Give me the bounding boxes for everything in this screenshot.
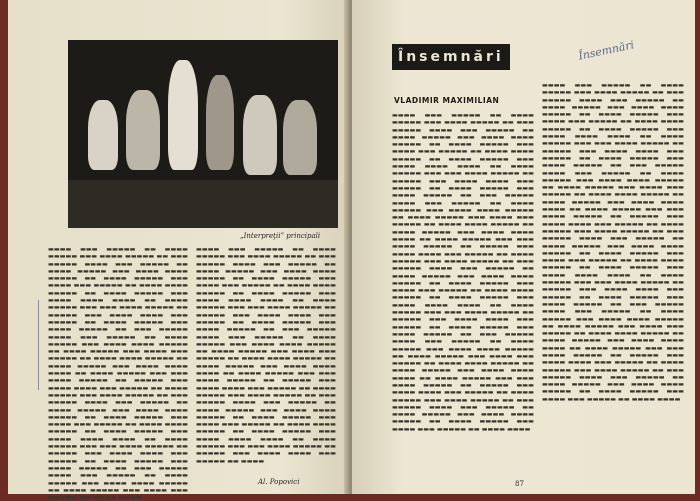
photo-caption: „Interpreţii” principali	[240, 232, 321, 240]
right-column-2: ▬▬▬▬ ▬▬▬ ▬▬▬▬▬ ▬▬ ▬▬▬▬ ▬▬▬▬▬ ▬▬▬ ▬▬▬▬ ▬▬▬▬▬ ▬▬ ▬▬▬ ▬▬▬▬▬ ▬▬▬▬ ▬▬▬ ▬▬▬▬▬ ▬▬ ▬▬▬▬ ▬▬▬▬▬ ▬▬▬ ▬▬▬▬ ▬▬▬▬ ▬▬▬▬▬ ▬▬ ▬▬▬▬ ▬▬▬▬▬ ▬▬▬ ▬▬▬▬ ▬▬▬ ▬▬▬▬▬ ▬▬ ▬▬▬▬ ▬▬▬▬ ▬▬▬▬▬ ▬▬ ▬▬▬▬ ▬▬▬▬▬ ▬▬▬ ▬▬▬▬ ▬▬▬▬ ▬▬▬▬ ▬▬ ▬▬▬▬ ▬▬▬▬▬ ▬▬▬ ▬▬▬ ▬▬▬▬ ▬▬▬▬▬ ▬▬ ▬▬▬▬▬ ▬▬▬ ▬▬▬▬ ▬▬▬▬ ▬▬▬ ▬▬▬▬▬ ▬▬ ▬▬▬▬ ▬▬▬▬▬ ▬▬▬ ▬▬▬▬ ▬▬▬▬▬ ▬▬ ▬▬▬ ▬▬▬▬▬ ▬▬▬▬ ▬▬▬ ▬▬▬▬▬ ▬▬ ▬▬▬▬ ▬▬▬▬▬ ▬▬▬ ▬▬▬▬ ▬▬▬▬ ▬▬▬▬▬ ▬▬ ▬▬▬▬ ▬▬▬▬▬ ▬▬▬ ▬▬▬▬ ▬▬▬ ▬▬▬▬▬ ▬▬ ▬▬▬▬ ▬▬▬▬ ▬▬▬▬▬ ▬▬ ▬▬▬▬ ▬▬▬▬▬ ▬▬▬ ▬▬▬▬ ▬▬▬▬ ▬▬▬▬ ▬▬ ▬▬▬▬ ▬▬▬▬▬ ▬▬▬ ▬▬▬ ▬▬▬▬ ▬▬▬▬▬ ▬▬ ▬▬▬▬▬ ▬▬▬ ▬▬▬▬ ▬▬▬▬ ▬▬▬ ▬▬▬▬▬ ▬▬ ▬▬▬▬ ▬▬▬▬▬ ▬▬▬ ▬▬▬▬ ▬▬▬▬▬ ▬▬ ▬▬▬ ▬▬▬▬▬ ▬▬▬▬ ▬▬▬ ▬▬▬▬▬ ▬▬ ▬▬▬▬ ▬▬▬▬▬ ▬▬▬ ▬▬▬▬ ▬▬▬▬ ▬▬▬▬▬ ▬▬ ▬▬▬▬ ▬▬▬▬▬ ▬▬▬ ▬▬▬▬ ▬▬▬ ▬▬▬▬▬ ▬▬ ▬▬▬▬ ▬▬▬▬ ▬▬▬▬▬ ▬▬ ▬▬▬▬ ▬▬▬▬▬ ▬▬▬ ▬▬▬▬ ▬▬▬▬ ▬▬▬▬ ▬▬ ▬▬▬▬ ▬▬▬▬▬ ▬▬▬ ▬▬▬ ▬▬▬▬ ▬▬▬▬▬ ▬▬ ▬▬▬▬▬ ▬▬▬ ▬▬▬▬ ▬▬▬▬ ▬▬▬ ▬▬▬▬▬ ▬▬ ▬▬▬▬ ▬▬▬▬▬ ▬▬▬ ▬▬▬▬ ▬▬▬▬▬ ▬▬ ▬▬▬ ▬▬▬▬▬ ▬▬▬▬ ▬▬▬ ▬▬▬▬▬ ▬▬ ▬▬▬▬ ▬▬▬▬▬ ▬▬▬ ▬▬▬▬ ▬▬▬▬ ▬▬▬▬▬ ▬▬ ▬▬▬▬ ▬▬▬▬▬ ▬▬▬ ▬▬▬▬ ▬▬▬ ▬▬▬▬▬ ▬▬ ▬▬▬▬ ▬▬▬▬ ▬▬▬▬▬ ▬▬ ▬▬▬▬ ▬▬▬▬▬ ▬▬▬ ▬▬▬▬ ▬▬▬▬ ▬▬▬▬ ▬▬ ▬▬▬▬ ▬▬▬▬▬ ▬▬▬ ▬▬▬ ▬▬▬▬ ▬▬▬▬▬ ▬▬ ▬▬▬▬▬ ▬▬▬ ▬▬▬▬ ▬▬▬▬ ▬▬▬ ▬▬▬▬▬ ▬▬ ▬▬▬▬ ▬▬▬▬▬ ▬▬▬ ▬▬▬▬ ▬▬▬▬▬ ▬▬ ▬▬▬ ▬▬▬▬▬ ▬▬▬▬ ▬▬▬ ▬▬▬▬▬ ▬▬ ▬▬▬▬ ▬▬▬▬▬ ▬▬▬ ▬▬▬▬ ▬▬▬▬ ▬▬▬▬▬ ▬▬ ▬▬▬▬ ▬▬▬▬▬ ▬▬▬ ▬▬▬▬ ▬▬▬ ▬▬▬▬▬ ▬▬ ▬▬▬▬ ▬▬▬▬	[542, 82, 684, 403]
left-column-2: ▬▬▬▬ ▬▬▬ ▬▬▬▬▬ ▬▬ ▬▬▬▬ ▬▬▬▬▬ ▬▬▬ ▬▬▬▬ ▬▬▬▬▬ ▬▬ ▬▬▬ ▬▬▬▬▬ ▬▬▬▬ ▬▬▬ ▬▬▬▬▬ ▬▬ ▬▬▬▬ ▬▬▬▬▬ ▬▬▬ ▬▬▬▬ ▬▬▬▬ ▬▬▬▬▬ ▬▬ ▬▬▬▬ ▬▬▬▬▬ ▬▬▬ ▬▬▬▬ ▬▬▬ ▬▬▬▬▬ ▬▬ ▬▬▬▬ ▬▬▬▬ ▬▬▬▬▬ ▬▬ ▬▬▬▬ ▬▬▬▬▬ ▬▬▬ ▬▬▬▬ ▬▬▬▬ ▬▬▬▬ ▬▬ ▬▬▬▬ ▬▬▬▬▬ ▬▬▬ ▬▬▬ ▬▬▬▬ ▬▬▬▬▬ ▬▬ ▬▬▬▬▬ ▬▬▬ ▬▬▬▬ ▬▬▬▬ ▬▬▬ ▬▬▬▬▬ ▬▬ ▬▬▬▬ ▬▬▬▬▬ ▬▬▬ ▬▬▬▬ ▬▬▬▬▬ ▬▬ ▬▬▬ ▬▬▬▬▬ ▬▬▬▬ ▬▬▬ ▬▬▬▬▬ ▬▬ ▬▬▬▬ ▬▬▬▬▬ ▬▬▬ ▬▬▬▬ ▬▬▬▬ ▬▬▬▬▬ ▬▬ ▬▬▬▬ ▬▬▬▬▬ ▬▬▬ ▬▬▬▬ ▬▬▬ ▬▬▬▬▬ ▬▬ ▬▬▬▬ ▬▬▬▬ ▬▬▬▬▬ ▬▬ ▬▬▬▬ ▬▬▬▬▬ ▬▬▬ ▬▬▬▬ ▬▬▬▬ ▬▬▬▬ ▬▬ ▬▬▬▬ ▬▬▬▬▬ ▬▬▬ ▬▬▬ ▬▬▬▬ ▬▬▬▬▬ ▬▬ ▬▬▬▬▬ ▬▬▬ ▬▬▬▬ ▬▬▬▬ ▬▬▬ ▬▬▬▬▬ ▬▬ ▬▬▬▬ ▬▬▬▬▬ ▬▬▬ ▬▬▬▬ ▬▬▬▬▬ ▬▬ ▬▬▬ ▬▬▬▬▬ ▬▬▬▬ ▬▬▬ ▬▬▬▬▬ ▬▬ ▬▬▬▬ ▬▬▬▬▬ ▬▬▬ ▬▬▬▬ ▬▬▬▬ ▬▬▬▬▬ ▬▬ ▬▬▬▬ ▬▬▬▬▬ ▬▬▬ ▬▬▬▬ ▬▬▬ ▬▬▬▬▬ ▬▬ ▬▬▬▬ ▬▬▬▬ ▬▬▬▬▬ ▬▬ ▬▬▬▬ ▬▬▬▬▬ ▬▬▬ ▬▬▬▬ ▬▬▬▬ ▬▬▬▬ ▬▬ ▬▬▬▬ ▬▬▬▬▬ ▬▬▬ ▬▬▬ ▬▬▬▬ ▬▬▬▬▬ ▬▬ ▬▬▬▬▬ ▬▬▬ ▬▬▬▬ ▬▬▬▬ ▬▬▬ ▬▬▬▬▬ ▬▬ ▬▬▬▬	[196, 246, 336, 465]
puppets-photo	[68, 40, 338, 228]
left-page	[8, 0, 350, 501]
right-page	[352, 0, 695, 494]
pencil-margin-mark	[38, 300, 39, 390]
handwritten-note: Însemnări	[577, 38, 636, 63]
rubric-heading: Însemnări	[392, 44, 512, 70]
left-column-1: ▬▬▬▬ ▬▬▬ ▬▬▬▬▬ ▬▬ ▬▬▬▬ ▬▬▬▬▬ ▬▬▬ ▬▬▬▬ ▬▬▬▬▬ ▬▬ ▬▬▬ ▬▬▬▬▬ ▬▬▬▬ ▬▬▬ ▬▬▬▬▬ ▬▬ ▬▬▬▬ ▬▬▬▬▬ ▬▬▬ ▬▬▬▬ ▬▬▬▬ ▬▬▬▬▬ ▬▬ ▬▬▬▬ ▬▬▬▬▬ ▬▬▬ ▬▬▬▬ ▬▬▬ ▬▬▬▬▬ ▬▬ ▬▬▬▬ ▬▬▬▬ ▬▬▬▬▬ ▬▬ ▬▬▬▬ ▬▬▬▬▬ ▬▬▬ ▬▬▬▬ ▬▬▬▬ ▬▬▬▬ ▬▬ ▬▬▬▬ ▬▬▬▬▬ ▬▬▬ ▬▬▬ ▬▬▬▬ ▬▬▬▬▬ ▬▬ ▬▬▬▬▬ ▬▬▬ ▬▬▬▬ ▬▬▬▬ ▬▬▬ ▬▬▬▬▬ ▬▬ ▬▬▬▬ ▬▬▬▬▬ ▬▬▬ ▬▬▬▬ ▬▬▬▬▬ ▬▬ ▬▬▬ ▬▬▬▬▬ ▬▬▬▬ ▬▬▬ ▬▬▬▬▬ ▬▬ ▬▬▬▬ ▬▬▬▬▬ ▬▬▬ ▬▬▬▬ ▬▬▬▬ ▬▬▬▬▬ ▬▬ ▬▬▬▬ ▬▬▬▬▬ ▬▬▬ ▬▬▬▬ ▬▬▬ ▬▬▬▬▬ ▬▬ ▬▬▬▬ ▬▬▬▬ ▬▬▬▬▬ ▬▬ ▬▬▬▬ ▬▬▬▬▬ ▬▬▬ ▬▬▬▬ ▬▬▬▬ ▬▬▬▬ ▬▬ ▬▬▬▬ ▬▬▬▬▬ ▬▬▬ ▬▬▬ ▬▬▬▬ ▬▬▬▬▬ ▬▬ ▬▬▬▬▬ ▬▬▬ ▬▬▬▬ ▬▬▬▬ ▬▬▬ ▬▬▬▬▬ ▬▬ ▬▬▬▬ ▬▬▬▬▬ ▬▬▬ ▬▬▬▬ ▬▬▬▬▬ ▬▬ ▬▬▬ ▬▬▬▬▬ ▬▬▬▬ ▬▬▬ ▬▬▬▬▬ ▬▬ ▬▬▬▬ ▬▬▬▬▬ ▬▬▬ ▬▬▬▬ ▬▬▬▬ ▬▬▬▬▬ ▬▬ ▬▬▬▬ ▬▬▬▬▬ ▬▬▬ ▬▬▬▬ ▬▬▬ ▬▬▬▬▬ ▬▬ ▬▬▬▬ ▬▬▬▬ ▬▬▬▬▬ ▬▬ ▬▬▬▬ ▬▬▬▬▬ ▬▬▬ ▬▬▬▬ ▬▬▬▬ ▬▬▬▬ ▬▬ ▬▬▬▬ ▬▬▬▬▬ ▬▬▬ ▬▬▬ ▬▬▬▬ ▬▬▬▬▬ ▬▬ ▬▬▬▬▬ ▬▬▬ ▬▬▬▬ ▬▬▬▬ ▬▬▬ ▬▬▬▬▬ ▬▬ ▬▬▬▬ ▬▬▬▬▬ ▬▬▬ ▬▬▬▬ ▬▬▬▬▬ ▬▬ ▬▬▬ ▬▬▬▬▬ ▬▬▬▬ ▬▬▬ ▬▬▬▬▬ ▬▬ ▬▬▬▬ ▬▬▬▬▬ ▬▬▬ ▬▬▬▬ ▬▬▬▬ ▬▬▬▬▬ ▬▬ ▬▬▬▬ ▬▬▬▬▬ ▬▬▬ ▬▬▬▬ ▬▬▬ ▬▬▬▬▬ ▬▬ ▬▬▬▬ ▬▬▬▬	[48, 246, 188, 501]
article-author: VLADIMIR MAXIMILIAN	[394, 96, 500, 105]
article-signature: Al. Popovici	[258, 478, 300, 486]
right-column-1: ▬▬▬▬ ▬▬▬ ▬▬▬▬▬ ▬▬ ▬▬▬▬ ▬▬▬▬▬ ▬▬▬ ▬▬▬▬ ▬▬▬▬▬ ▬▬ ▬▬▬ ▬▬▬▬▬ ▬▬▬▬ ▬▬▬ ▬▬▬▬▬ ▬▬ ▬▬▬▬ ▬▬▬▬▬ ▬▬▬ ▬▬▬▬ ▬▬▬▬ ▬▬▬▬▬ ▬▬ ▬▬▬▬ ▬▬▬▬▬ ▬▬▬ ▬▬▬▬ ▬▬▬ ▬▬▬▬▬ ▬▬ ▬▬▬▬ ▬▬▬▬ ▬▬▬▬▬ ▬▬ ▬▬▬▬ ▬▬▬▬▬ ▬▬▬ ▬▬▬▬ ▬▬▬▬ ▬▬▬▬ ▬▬ ▬▬▬▬ ▬▬▬▬▬ ▬▬▬ ▬▬▬ ▬▬▬▬ ▬▬▬▬▬ ▬▬ ▬▬▬▬▬ ▬▬▬ ▬▬▬▬ ▬▬▬▬ ▬▬▬ ▬▬▬▬▬ ▬▬ ▬▬▬▬ ▬▬▬▬▬ ▬▬▬ ▬▬▬▬ ▬▬▬▬▬ ▬▬ ▬▬▬ ▬▬▬▬▬ ▬▬▬▬ ▬▬▬ ▬▬▬▬▬ ▬▬ ▬▬▬▬ ▬▬▬▬▬ ▬▬▬ ▬▬▬▬ ▬▬▬▬ ▬▬▬▬▬ ▬▬ ▬▬▬▬ ▬▬▬▬▬ ▬▬▬ ▬▬▬▬ ▬▬▬ ▬▬▬▬▬ ▬▬ ▬▬▬▬ ▬▬▬▬ ▬▬▬▬▬ ▬▬ ▬▬▬▬ ▬▬▬▬▬ ▬▬▬ ▬▬▬▬ ▬▬▬▬ ▬▬▬▬ ▬▬ ▬▬▬▬ ▬▬▬▬▬ ▬▬▬ ▬▬▬ ▬▬▬▬ ▬▬▬▬▬ ▬▬ ▬▬▬▬▬ ▬▬▬ ▬▬▬▬ ▬▬▬▬ ▬▬▬ ▬▬▬▬▬ ▬▬ ▬▬▬▬ ▬▬▬▬▬ ▬▬▬ ▬▬▬▬ ▬▬▬▬▬ ▬▬ ▬▬▬ ▬▬▬▬▬ ▬▬▬▬ ▬▬▬ ▬▬▬▬▬ ▬▬ ▬▬▬▬ ▬▬▬▬▬ ▬▬▬ ▬▬▬▬ ▬▬▬▬ ▬▬▬▬▬ ▬▬ ▬▬▬▬ ▬▬▬▬▬ ▬▬▬ ▬▬▬▬ ▬▬▬ ▬▬▬▬▬ ▬▬ ▬▬▬▬ ▬▬▬▬ ▬▬▬▬▬ ▬▬ ▬▬▬▬ ▬▬▬▬▬ ▬▬▬ ▬▬▬▬ ▬▬▬▬ ▬▬▬▬ ▬▬ ▬▬▬▬ ▬▬▬▬▬ ▬▬▬ ▬▬▬ ▬▬▬▬ ▬▬▬▬▬ ▬▬ ▬▬▬▬▬ ▬▬▬ ▬▬▬▬ ▬▬▬▬ ▬▬▬ ▬▬▬▬▬ ▬▬ ▬▬▬▬ ▬▬▬▬▬ ▬▬▬ ▬▬▬▬ ▬▬▬▬▬ ▬▬ ▬▬▬ ▬▬▬▬▬ ▬▬▬▬ ▬▬▬ ▬▬▬▬▬ ▬▬ ▬▬▬▬ ▬▬▬▬▬ ▬▬▬ ▬▬▬▬ ▬▬▬▬ ▬▬▬▬▬ ▬▬ ▬▬▬▬ ▬▬▬▬▬ ▬▬▬ ▬▬▬▬ ▬▬▬ ▬▬▬▬▬ ▬▬ ▬▬▬▬ ▬▬▬▬ ▬▬▬▬▬ ▬▬ ▬▬▬▬ ▬▬▬▬▬ ▬▬▬ ▬▬▬▬ ▬▬▬▬ ▬▬▬▬ ▬▬ ▬▬▬▬ ▬▬▬▬▬ ▬▬▬ ▬▬▬ ▬▬▬▬ ▬▬▬▬▬ ▬▬ ▬▬▬▬▬ ▬▬▬ ▬▬▬▬ ▬▬▬▬ ▬▬▬ ▬▬▬▬▬ ▬▬ ▬▬▬▬ ▬▬▬▬▬ ▬▬▬ ▬▬▬▬ ▬▬▬▬▬ ▬▬ ▬▬▬ ▬▬▬▬▬ ▬▬▬▬ ▬▬▬ ▬▬▬▬▬ ▬▬ ▬▬▬▬ ▬▬▬▬▬ ▬▬▬ ▬▬▬▬ ▬▬▬▬ ▬▬▬▬▬ ▬▬ ▬▬▬▬ ▬▬▬▬▬ ▬▬▬ ▬▬▬▬ ▬▬▬ ▬▬▬▬▬ ▬▬ ▬▬▬▬ ▬▬▬▬	[392, 112, 534, 433]
page-number: 87	[515, 480, 524, 488]
